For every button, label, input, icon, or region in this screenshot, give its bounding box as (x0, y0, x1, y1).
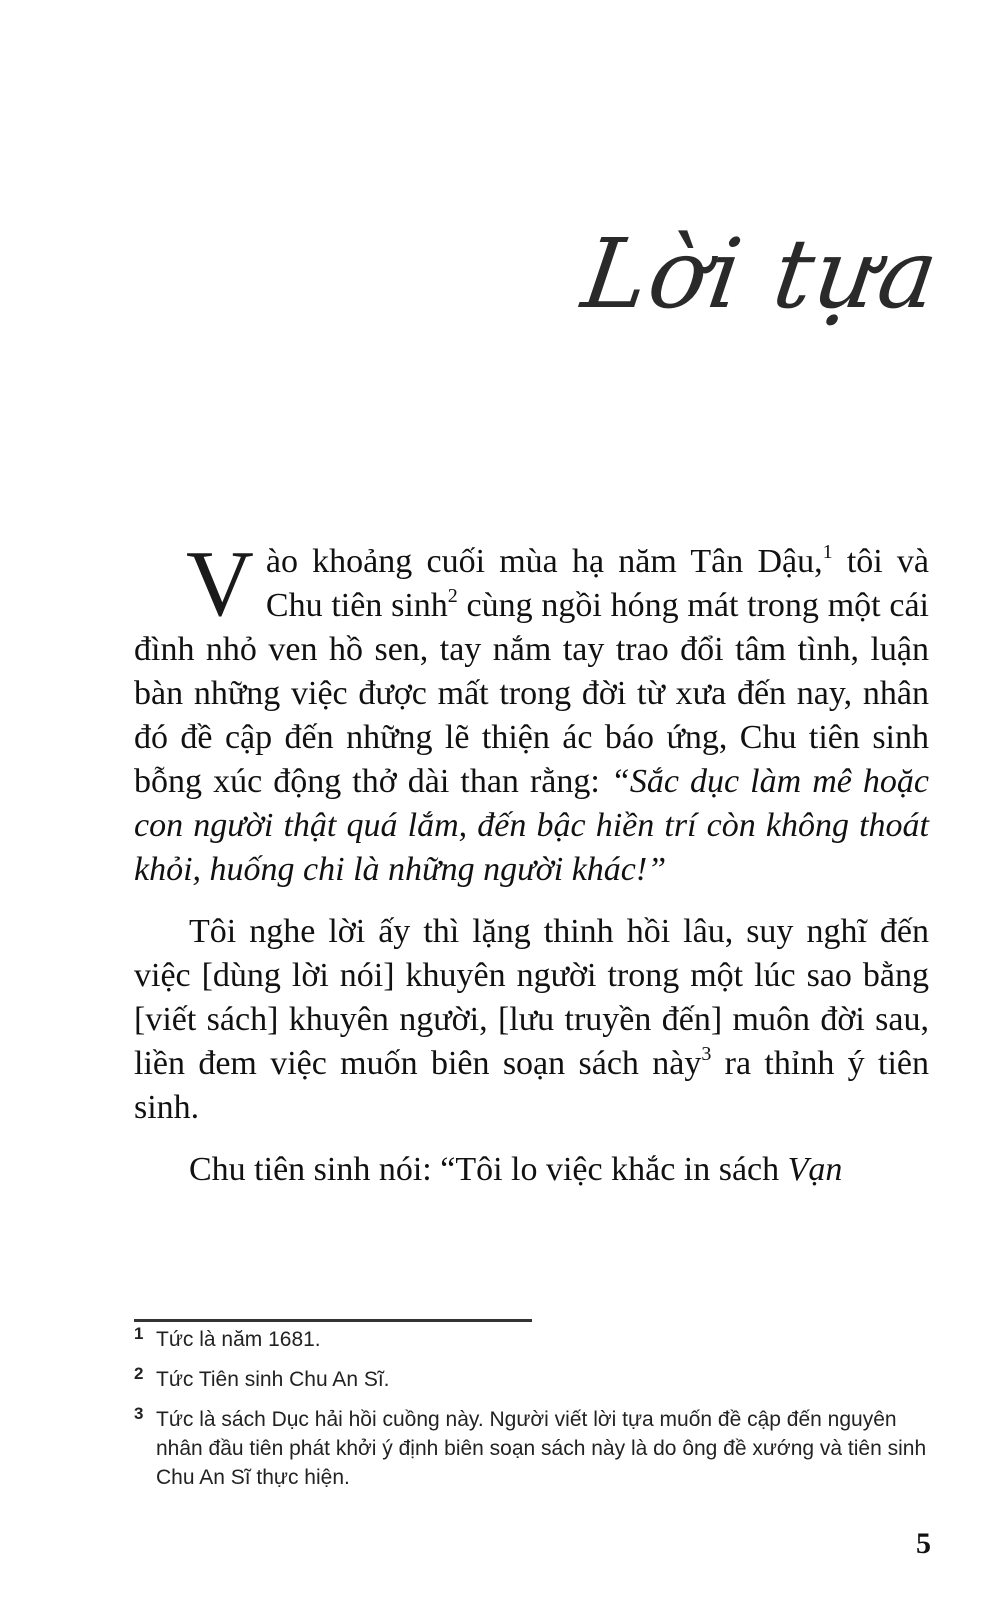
paragraph-3 (134, 1148, 929, 1192)
p2-text-a: Tôi nghe lời ấy thì lặng thinh hồi lâu, suy nghĩ đến việc [dùng lời nói] khuyên người trong một lúc sao bằng [viết sách] khuyên người, [lưu truyền đến] muôn đời sau, liền đem việc muốn biên soạn sách này (134, 913, 929, 1082)
p1-text-c: cùng ngồi hóng mát trong một cái đình nhỏ ven hồ sen, tay nắm tay trao đổi tâm tình, luận bàn những việc được mất trong đời từ xưa đến nay, nhân đó đề cập đến những lẽ thiện ác báo ứng, Chu tiên sinh bỗng xúc động thở dài than rằng: (134, 587, 929, 800)
footnote-text: Tức là sách Dục hải hồi cuồng này. Người viết lời tựa muốn đề cập đến nguyên nhân đầu tiên phát khởi ý định biên soạn sách này là do ông đề xướng và tiên sinh Chu An Sĩ thực hiện. (156, 1408, 927, 1489)
footnote (134, 1365, 934, 1394)
footnote-ref-2[interactable]: 2 (447, 585, 458, 607)
drop-cap: V (186, 532, 254, 636)
p3-text: Chu tiên sinh nói: “Tôi lo việc khắc in sách (189, 1151, 788, 1188)
footnote-number: 1 (134, 1324, 144, 1343)
p1-text-a: ào khoảng cuối mùa hạ năm Tân Dậu, (265, 543, 823, 580)
footnote (134, 1405, 934, 1492)
footnote-text: Tức Tiên sinh Chu An Sĩ. (156, 1368, 390, 1391)
chapter-title: Lời tựa (575, 218, 946, 330)
main-text (134, 532, 930, 1192)
footnote-number: 3 (134, 1404, 144, 1423)
paragraph-2 (134, 910, 929, 1130)
footnote-ref-1[interactable]: 1 (822, 541, 833, 563)
footnote-ref-3[interactable]: 3 (701, 1043, 712, 1065)
p3-italic: Vạn (787, 1151, 843, 1188)
footnote-number: 2 (134, 1364, 144, 1383)
p1-quote: “Sắc dục làm mê hoặc con người thật quá lắm, đến bậc hiền trí còn không thoát khỏi, huống chi là những người khác!” (134, 763, 930, 888)
paragraph-1 (134, 532, 930, 892)
page-number: 5 (916, 1527, 931, 1560)
footnote-divider (134, 1319, 532, 1322)
footnote-text: Tức là năm 1681. (156, 1328, 321, 1351)
footnote (134, 1325, 934, 1354)
footnotes (134, 1325, 934, 1503)
p1-text-b: tôi và Chu tiên sinh (265, 543, 930, 624)
p2-text-b: ra thỉnh ý tiên sinh. (134, 1045, 929, 1126)
